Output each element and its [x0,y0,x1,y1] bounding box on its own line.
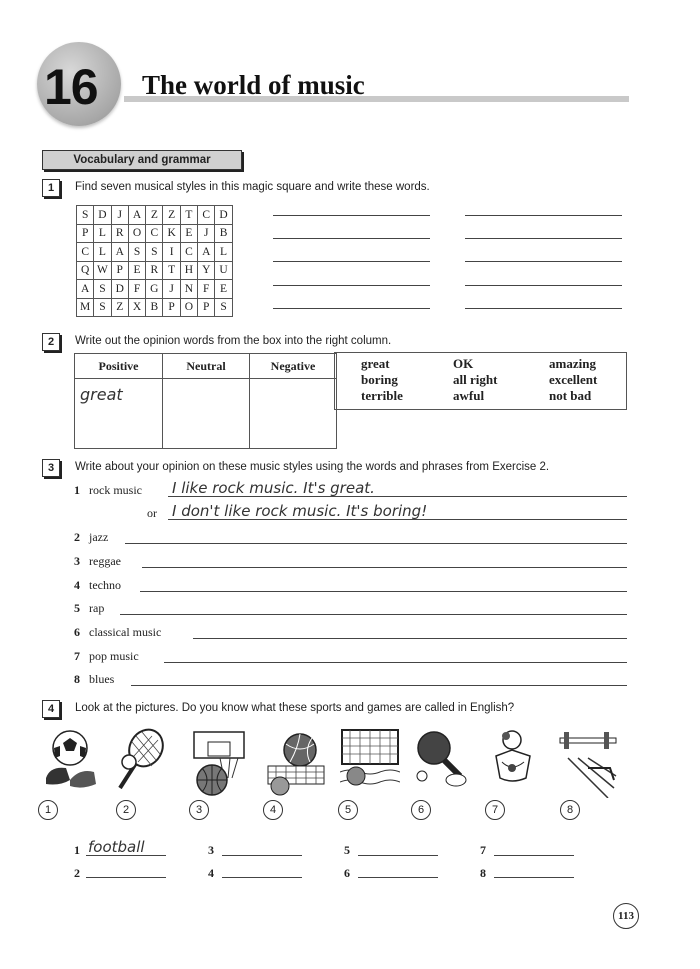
list-item: 7 pop music [74,649,139,663]
or-label: or [147,506,157,520]
answer-text: football [88,838,145,856]
grid-cell[interactable]: L [94,243,111,262]
box-word: OK [453,356,474,371]
cycling-icon [486,728,546,798]
grid-cell[interactable]: R [111,224,128,243]
answer-line[interactable] [465,308,622,309]
exercise-4-number: 4 [42,700,60,718]
grid-cell[interactable]: A [111,243,128,262]
answer-line[interactable] [465,261,622,262]
grid-cell[interactable]: Z [146,206,163,225]
answer-number: 4 [208,866,214,880]
box-word: awful [453,388,485,403]
grid-cell[interactable]: Z [111,298,128,317]
picture-number: 2 [116,800,136,820]
grid-cell[interactable]: D [111,280,128,299]
grid-cell[interactable]: Q [77,261,94,280]
grid-cell[interactable]: J [163,280,180,299]
grid-cell[interactable]: I [163,243,180,262]
example-answer-1: I like rock music. It's great. [172,479,375,497]
answer-line[interactable] [120,614,627,615]
answer-line[interactable] [222,855,302,856]
grid-cell[interactable]: A [198,243,215,262]
answer-number: 8 [480,866,486,880]
grid-cell[interactable]: O [128,224,145,243]
grid-cell[interactable]: E [180,224,197,243]
exercise-1-instruction: Find seven musical styles in this magic square and write these words. [75,181,430,193]
section-heading: Vocabulary and grammar [42,150,242,170]
grid-cell[interactable]: Z [163,206,180,225]
grid-cell[interactable]: C [198,206,215,225]
grid-cell[interactable]: R [146,261,163,280]
grid-cell[interactable]: F [198,280,215,299]
answer-line[interactable] [273,215,430,216]
word-search-grid [76,205,233,317]
answer-line[interactable] [273,285,430,286]
answer-line[interactable] [465,285,622,286]
list-item: 3 reggae [74,554,121,568]
page-title: The world of music [142,70,365,100]
exercise-1-number: 1 [42,179,60,197]
box-word: all right [453,372,498,387]
box-word: great [361,356,390,371]
answer-line[interactable] [465,238,622,239]
positive-column[interactable] [75,379,163,449]
grid-cell[interactable]: S [146,243,163,262]
volleyball-icon [266,728,326,798]
grid-cell[interactable]: X [128,298,145,317]
grid-cell[interactable]: L [215,243,232,262]
box-word: boring [361,372,398,387]
answer-line[interactable] [273,261,430,262]
grid-cell[interactable]: G [146,280,163,299]
answer-line[interactable] [125,543,627,544]
answer-line[interactable] [86,877,166,878]
header-negative: Negative [250,354,337,379]
picture-number: 8 [560,800,580,820]
answer-number: 5 [344,843,350,857]
grid-cell[interactable]: C [77,243,94,262]
list-item: 6 classical music [74,625,162,639]
grid-row [77,298,233,317]
positive-answer: great [80,385,123,404]
header-neutral: Neutral [163,354,250,379]
grid-cell[interactable]: A [128,206,145,225]
grid-cell[interactable]: P [163,298,180,317]
grid-cell[interactable]: N [180,280,197,299]
exercise-4-instruction: Look at the pictures. Do you know what these sports and games are called in English? [75,702,515,714]
answer-line[interactable] [168,519,627,520]
grid-row [77,243,233,262]
exercise-3-instruction: Write about your opinion on these music styles using the words and phrases from Exercise 2. [75,461,550,473]
box-word: not bad [549,388,592,403]
picture-number: 6 [411,800,431,820]
table-tennis-icon [410,728,470,798]
answer-line[interactable] [358,877,438,878]
grid-cell[interactable]: O [180,298,197,317]
grid-cell[interactable]: C [146,224,163,243]
answer-line[interactable] [86,855,166,856]
grid-cell[interactable]: A [77,280,94,299]
list-item: 2 jazz [74,530,109,544]
answer-line[interactable] [494,877,574,878]
page-number: 113 [613,903,639,929]
grid-cell[interactable]: S [94,280,111,299]
grid-cell[interactable]: S [215,298,232,317]
list-item: 4 techno [74,578,121,592]
exercise-2-number: 2 [42,333,60,351]
box-word: excellent [549,372,598,387]
picture-number: 4 [263,800,283,820]
answer-line[interactable] [358,855,438,856]
grid-cell[interactable]: W [94,261,111,280]
answer-number: 3 [208,843,214,857]
negative-column[interactable] [250,379,337,449]
picture-number: 7 [485,800,505,820]
answer-line[interactable] [273,238,430,239]
header-positive: Positive [75,354,163,379]
answer-line[interactable] [222,877,302,878]
grid-cell[interactable]: T [180,206,197,225]
unit-number: 16 [44,59,98,115]
grid-cell[interactable]: S [128,243,145,262]
answer-number: 7 [480,843,486,857]
picture-number: 3 [189,800,209,820]
grid-cell[interactable]: Y [198,261,215,280]
box-word: terrible [361,388,403,403]
opinion-table [74,353,337,449]
grid-cell[interactable]: P [77,224,94,243]
grid-cell[interactable]: M [77,298,94,317]
grid-cell[interactable]: B [215,224,232,243]
water-polo-icon [340,728,400,798]
list-item: 1 rock music [74,483,142,497]
grid-cell[interactable]: P [198,298,215,317]
grid-cell[interactable]: L [94,224,111,243]
answer-line[interactable] [494,855,574,856]
answer-line[interactable] [142,567,627,568]
grid-cell[interactable]: D [94,206,111,225]
picture-number: 5 [338,800,358,820]
example-answer-2: I don't like rock music. It's boring! [172,502,428,520]
gym-icon [558,728,618,798]
answer-line[interactable] [140,591,627,592]
grid-cell[interactable]: H [180,261,197,280]
box-word: amazing [549,356,596,371]
grid-cell[interactable]: C [180,243,197,262]
grid-row [77,224,233,243]
grid-cell[interactable]: K [163,224,180,243]
grid-cell[interactable]: F [128,280,145,299]
grid-cell[interactable]: S [94,298,111,317]
grid-cell[interactable]: E [215,280,232,299]
answer-line[interactable] [465,215,622,216]
grid-cell[interactable]: S [77,206,94,225]
exercise-2-instruction: Write out the opinion words from the box into the right column. [75,335,392,347]
grid-cell[interactable]: T [163,261,180,280]
answer-line[interactable] [164,662,627,663]
grid-cell[interactable]: B [146,298,163,317]
answer-line[interactable] [168,496,627,497]
answer-line[interactable] [131,685,627,686]
list-item: 5 rap [74,601,105,615]
answer-number: 2 [74,866,80,880]
grid-cell[interactable]: J [111,206,128,225]
football-icon [40,728,100,798]
grid-row [77,261,233,280]
list-item: 8 blues [74,672,115,686]
answer-number: 6 [344,866,350,880]
answer-number: 1 [74,843,80,857]
grid-cell[interactable]: E [128,261,145,280]
grid-cell[interactable]: D [215,206,232,225]
tennis-icon [112,728,172,798]
grid-cell[interactable]: U [215,261,232,280]
neutral-column[interactable] [163,379,250,449]
basketball-icon [190,728,250,798]
picture-number: 1 [38,800,58,820]
answer-line[interactable] [273,308,430,309]
grid-row [77,280,233,299]
grid-cell[interactable]: J [198,224,215,243]
exercise-3-number: 3 [42,459,60,477]
grid-row [77,206,233,225]
answer-line[interactable] [193,638,627,639]
grid-cell[interactable]: P [111,261,128,280]
